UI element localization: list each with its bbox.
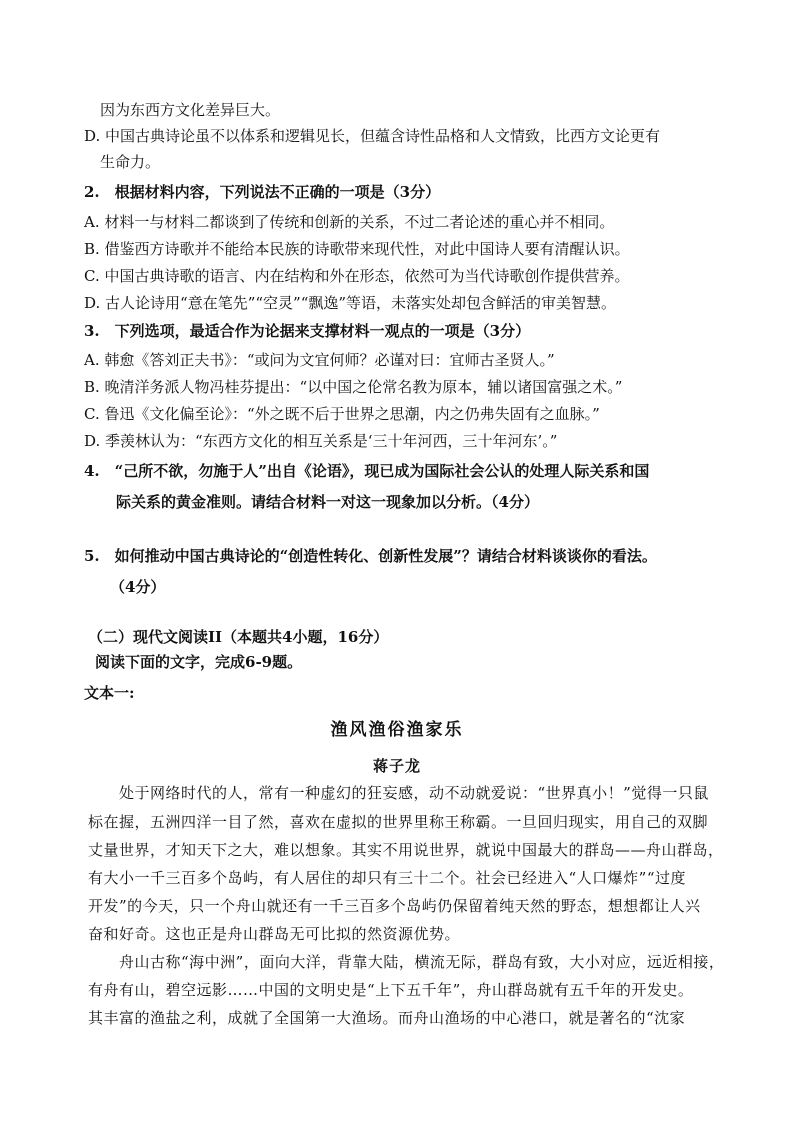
q5-line2: （4分） bbox=[110, 578, 166, 596]
q1-option-d-line1: D. 中国古典诗论虽不以体系和逻辑见长，但蕴含诗性品格和人文情致，比西方文论更有 bbox=[84, 127, 661, 145]
article-line-4: 有大小一千三百多个岛屿，有人居住的却只有三十二个。社会已经进入“人口爆炸”“过度 bbox=[88, 869, 687, 887]
q2-option-a: A. 材料一与材料二都谈到了传统和创新的关系，不过二者论述的重心并不相同。 bbox=[84, 213, 615, 231]
q4-line2: 际关系的黄金准则。请结合材料一对这一现象加以分析。（4分） bbox=[116, 493, 539, 511]
q4-line1: 4. “己所不欲，勿施于人”出自《论语》，现已成为国际社会公认的处理人际关系和国 bbox=[84, 462, 650, 480]
article-title: 渔风渔俗渔家乐 bbox=[330, 720, 464, 740]
article-line-7: 舟山古称“海中洲”，面向大洋，背靠大陆，横流无际，群岛有致，大小对应，远近相接， bbox=[119, 953, 725, 971]
q3-option-a: A. 韩愈《答刘正夫书》：“或问为文宜何师？必谨对曰：宜师古圣贤人。” bbox=[84, 351, 555, 369]
q5-line1: 5. 如何推动中国古典诗论的“创造性转化、创新性发展”？请结合材料谈谈你的看法。 bbox=[84, 547, 657, 565]
q3-option-d: D. 季羡林认为：“东西方文化的相互关系是‘三十年河西，三十年河东’。” bbox=[84, 432, 558, 450]
q2-option-b: B. 借鉴西方诗歌并不能给本民族的诗歌带来现代性，对此中国诗人要有清醒认识。 bbox=[84, 240, 630, 258]
q2-stem: 2. 根据材料内容，下列说法不正确的一项是（3分） bbox=[84, 183, 441, 201]
q3-option-b: B. 晚清洋务派人物冯桂芬提出：“以中国之伦常名教为原本，辅以诸国富强之术。” bbox=[84, 378, 623, 396]
q3-stem: 3. 下列选项，最适合作为论据来支撑材料一观点的一项是（3分） bbox=[84, 322, 531, 340]
article-line-1: 处于网络时代的人，常有一种虚幻的狂妄感，动不动就爱说：“世界真小！”觉得一只鼠 bbox=[119, 784, 709, 802]
q1-option-d-line2: 生命力。 bbox=[100, 153, 161, 171]
article-author: 蒋子龙 bbox=[372, 757, 421, 775]
q2-option-c: C. 中国古典诗歌的语言、内在结构和外在形态，依然可为当代诗歌创作提供营养。 bbox=[84, 267, 630, 285]
q2-option-d: D. 古人论诗用“意在笔先”“空灵”“飘逸”等语，未落实处却包含鲜活的审美智慧。 bbox=[84, 294, 617, 312]
article-line-5: 开发”的今天，只一个舟山就还有一千三百多个岛屿仍保留着纯天然的野态，想想都让人兴 bbox=[88, 897, 701, 915]
section2-instruction: 阅读下面的文字，完成6-9题。 bbox=[95, 653, 303, 671]
article-line-3: 丈量世界，才知天下之大，难以想象。其实不用说世界，就说中国最大的群岛——舟山群岛， bbox=[88, 841, 724, 859]
article-line-2: 标在握，五洲四洋一目了然，喜欢在虚拟的世界里称王称霸。一旦回归现实，用自己的双脚 bbox=[88, 813, 709, 831]
q3-option-c: C. 鲁迅《文化偏至论》：“外之既不后于世界之思潮，内之仍弗失固有之血脉。” bbox=[84, 405, 600, 423]
article-line-9: 其丰富的渔盐之利，成就了全国第一大渔场。而舟山渔场的中心港口，就是著名的“沈家 bbox=[88, 1009, 686, 1027]
q1-option-c-tail: 因为东西方文化差异巨大。 bbox=[100, 101, 281, 119]
article-line-8: 有舟有山，碧空远影……中国的文明史是“上下五千年”，舟山群岛就有五千年的开发史。 bbox=[88, 981, 694, 999]
section2-heading: （二）现代文阅读II（本题共4小题，16分） bbox=[88, 628, 389, 646]
article-line-6: 奋和好奇。这也正是舟山群岛无可比拟的然资源优势。 bbox=[88, 925, 461, 943]
section2-text-label: 文本一: bbox=[84, 684, 135, 702]
